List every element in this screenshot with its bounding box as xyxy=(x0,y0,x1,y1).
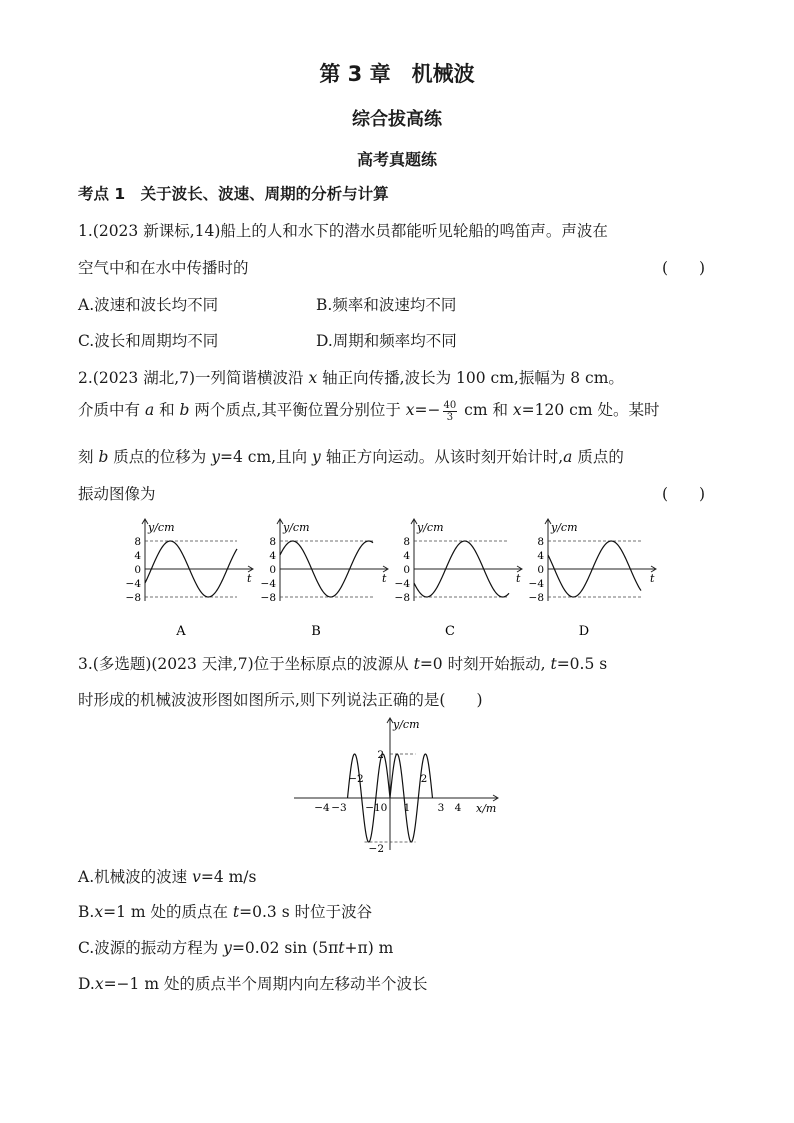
y-tick-label: −8 xyxy=(528,592,544,604)
q2-line1: 2.(2023 湖北,7)一列简谐横波沿 x 轴正向传播,波长为 100 cm,振幅为 8 cm。 xyxy=(78,369,624,387)
graph-B xyxy=(261,519,388,639)
y-tick-label: 4 xyxy=(403,550,410,562)
y-tick-label: 2 xyxy=(377,749,384,761)
y-tick-label: −8 xyxy=(394,592,410,604)
q1-option-b: B.频率和波速均不同 xyxy=(316,296,457,314)
x-tick-label: 1 xyxy=(403,802,411,814)
chapter-title: 第 3 章 机械波 xyxy=(319,62,475,86)
q2-line4: 振动图像为 xyxy=(78,485,156,503)
y-axis-label: y/cm xyxy=(393,718,420,731)
q2-line2: 介质中有 a 和 b 两个质点,其平衡位置分别位于 x=− $\frac{40}{3}$ cm 和 x=120 cm 处。某时 xyxy=(78,399,660,423)
q1-line2: 空气中和在水中传播时的 xyxy=(78,259,249,277)
y-tick-label: −4 xyxy=(528,578,544,590)
y-tick-label: 0 xyxy=(269,564,276,576)
graph-C xyxy=(395,519,522,639)
q3-option-b: B.x=1 m 处的质点在 t=0.3 s 时位于波谷 xyxy=(78,903,373,921)
t-axis-label: t xyxy=(382,572,387,585)
x-tick-label: 3 xyxy=(437,802,445,814)
y-tick-label: 4 xyxy=(537,550,544,562)
y-tick-label: −2 xyxy=(368,843,384,852)
section-subtitle: 综合拔高练 xyxy=(352,109,442,130)
subsection-title: 高考真题练 xyxy=(356,150,437,169)
y-tick-label: 4 xyxy=(269,550,276,562)
q1-answer-paren: ( ) xyxy=(662,259,706,277)
x-tick-label: 4 xyxy=(454,802,462,814)
x-tick-label: 2 xyxy=(420,773,428,785)
y-tick-label: 0 xyxy=(537,564,544,576)
y-tick-label: 0 xyxy=(403,564,410,576)
y-tick-label: 8 xyxy=(269,536,276,548)
q3-option-c: C.波源的振动方程为 y=0.02 sin (5πt+π) m xyxy=(78,939,394,957)
q3-line1: 3.(多选题)(2023 天津,7)位于坐标原点的波源从 t=0 时刻开始振动, t=0.5 s xyxy=(78,655,608,673)
x-tick-label: −4 xyxy=(314,802,330,814)
x-axis-label: x/m xyxy=(476,802,497,815)
q1-option-c: C.波长和周期均不同 xyxy=(78,332,219,350)
y-tick-label: −4 xyxy=(394,578,410,590)
y-tick-label: −4 xyxy=(125,578,141,590)
y-tick-label: −8 xyxy=(260,592,276,604)
option-label: B xyxy=(311,624,321,639)
option-label: C xyxy=(445,624,455,639)
x-tick-label: −1 xyxy=(365,802,381,814)
t-axis-label: t xyxy=(650,572,655,585)
topic-heading: 考点 1 关于波长、波速、周期的分析与计算 xyxy=(78,185,389,203)
x-tick-label: −2 xyxy=(348,773,364,785)
y-tick-label: 0 xyxy=(134,564,141,576)
q1-option-d: D.周期和频率均不同 xyxy=(316,332,457,350)
q3-option-a: A.机械波的波速 v=4 m/s xyxy=(78,868,257,886)
q3-option-d: D.x=−1 m 处的质点半个周期内向左移动半个波长 xyxy=(78,975,428,993)
y-tick-label: 4 xyxy=(134,550,141,562)
option-label: A xyxy=(176,624,186,639)
t-axis-label: t xyxy=(516,572,521,585)
x-tick-label: −3 xyxy=(331,802,347,814)
x-tick-label: 0 xyxy=(380,802,388,814)
y-axis-label: y/cm xyxy=(417,521,444,534)
graph-D xyxy=(529,519,656,639)
t-axis-label: t xyxy=(247,572,252,585)
q2-line3: 刻 b 质点的位移为 y=4 cm,且向 y 轴正方向运动。从该时刻开始计时,a 质点的 xyxy=(78,448,624,466)
q2-graphs xyxy=(0,505,794,645)
y-tick-label: 8 xyxy=(134,536,141,548)
y-axis-label: y/cm xyxy=(551,521,578,534)
y-tick-label: 8 xyxy=(403,536,410,548)
q1-option-a: A.波速和波长均不同 xyxy=(78,296,219,314)
q2-answer-paren: ( ) xyxy=(662,485,706,503)
y-tick-label: −4 xyxy=(260,578,276,590)
option-label: D xyxy=(578,624,590,639)
y-tick-label: 8 xyxy=(537,536,544,548)
y-tick-label: −8 xyxy=(125,592,141,604)
y-axis-label: y/cm xyxy=(283,521,310,534)
q1-line1: 1.(2023 新课标,14)船上的人和水下的潜水员都能听见轮船的鸣笛声。声波在 xyxy=(78,222,608,240)
fraction-40-3: $\frac{40}{3}$ xyxy=(443,399,457,423)
q3-line2: 时形成的机械波波形图如图所示,则下列说法正确的是( ) xyxy=(78,691,483,709)
graph-A xyxy=(126,519,253,639)
q3-waveform-graph xyxy=(290,712,510,852)
y-axis-label: y/cm xyxy=(148,521,175,534)
